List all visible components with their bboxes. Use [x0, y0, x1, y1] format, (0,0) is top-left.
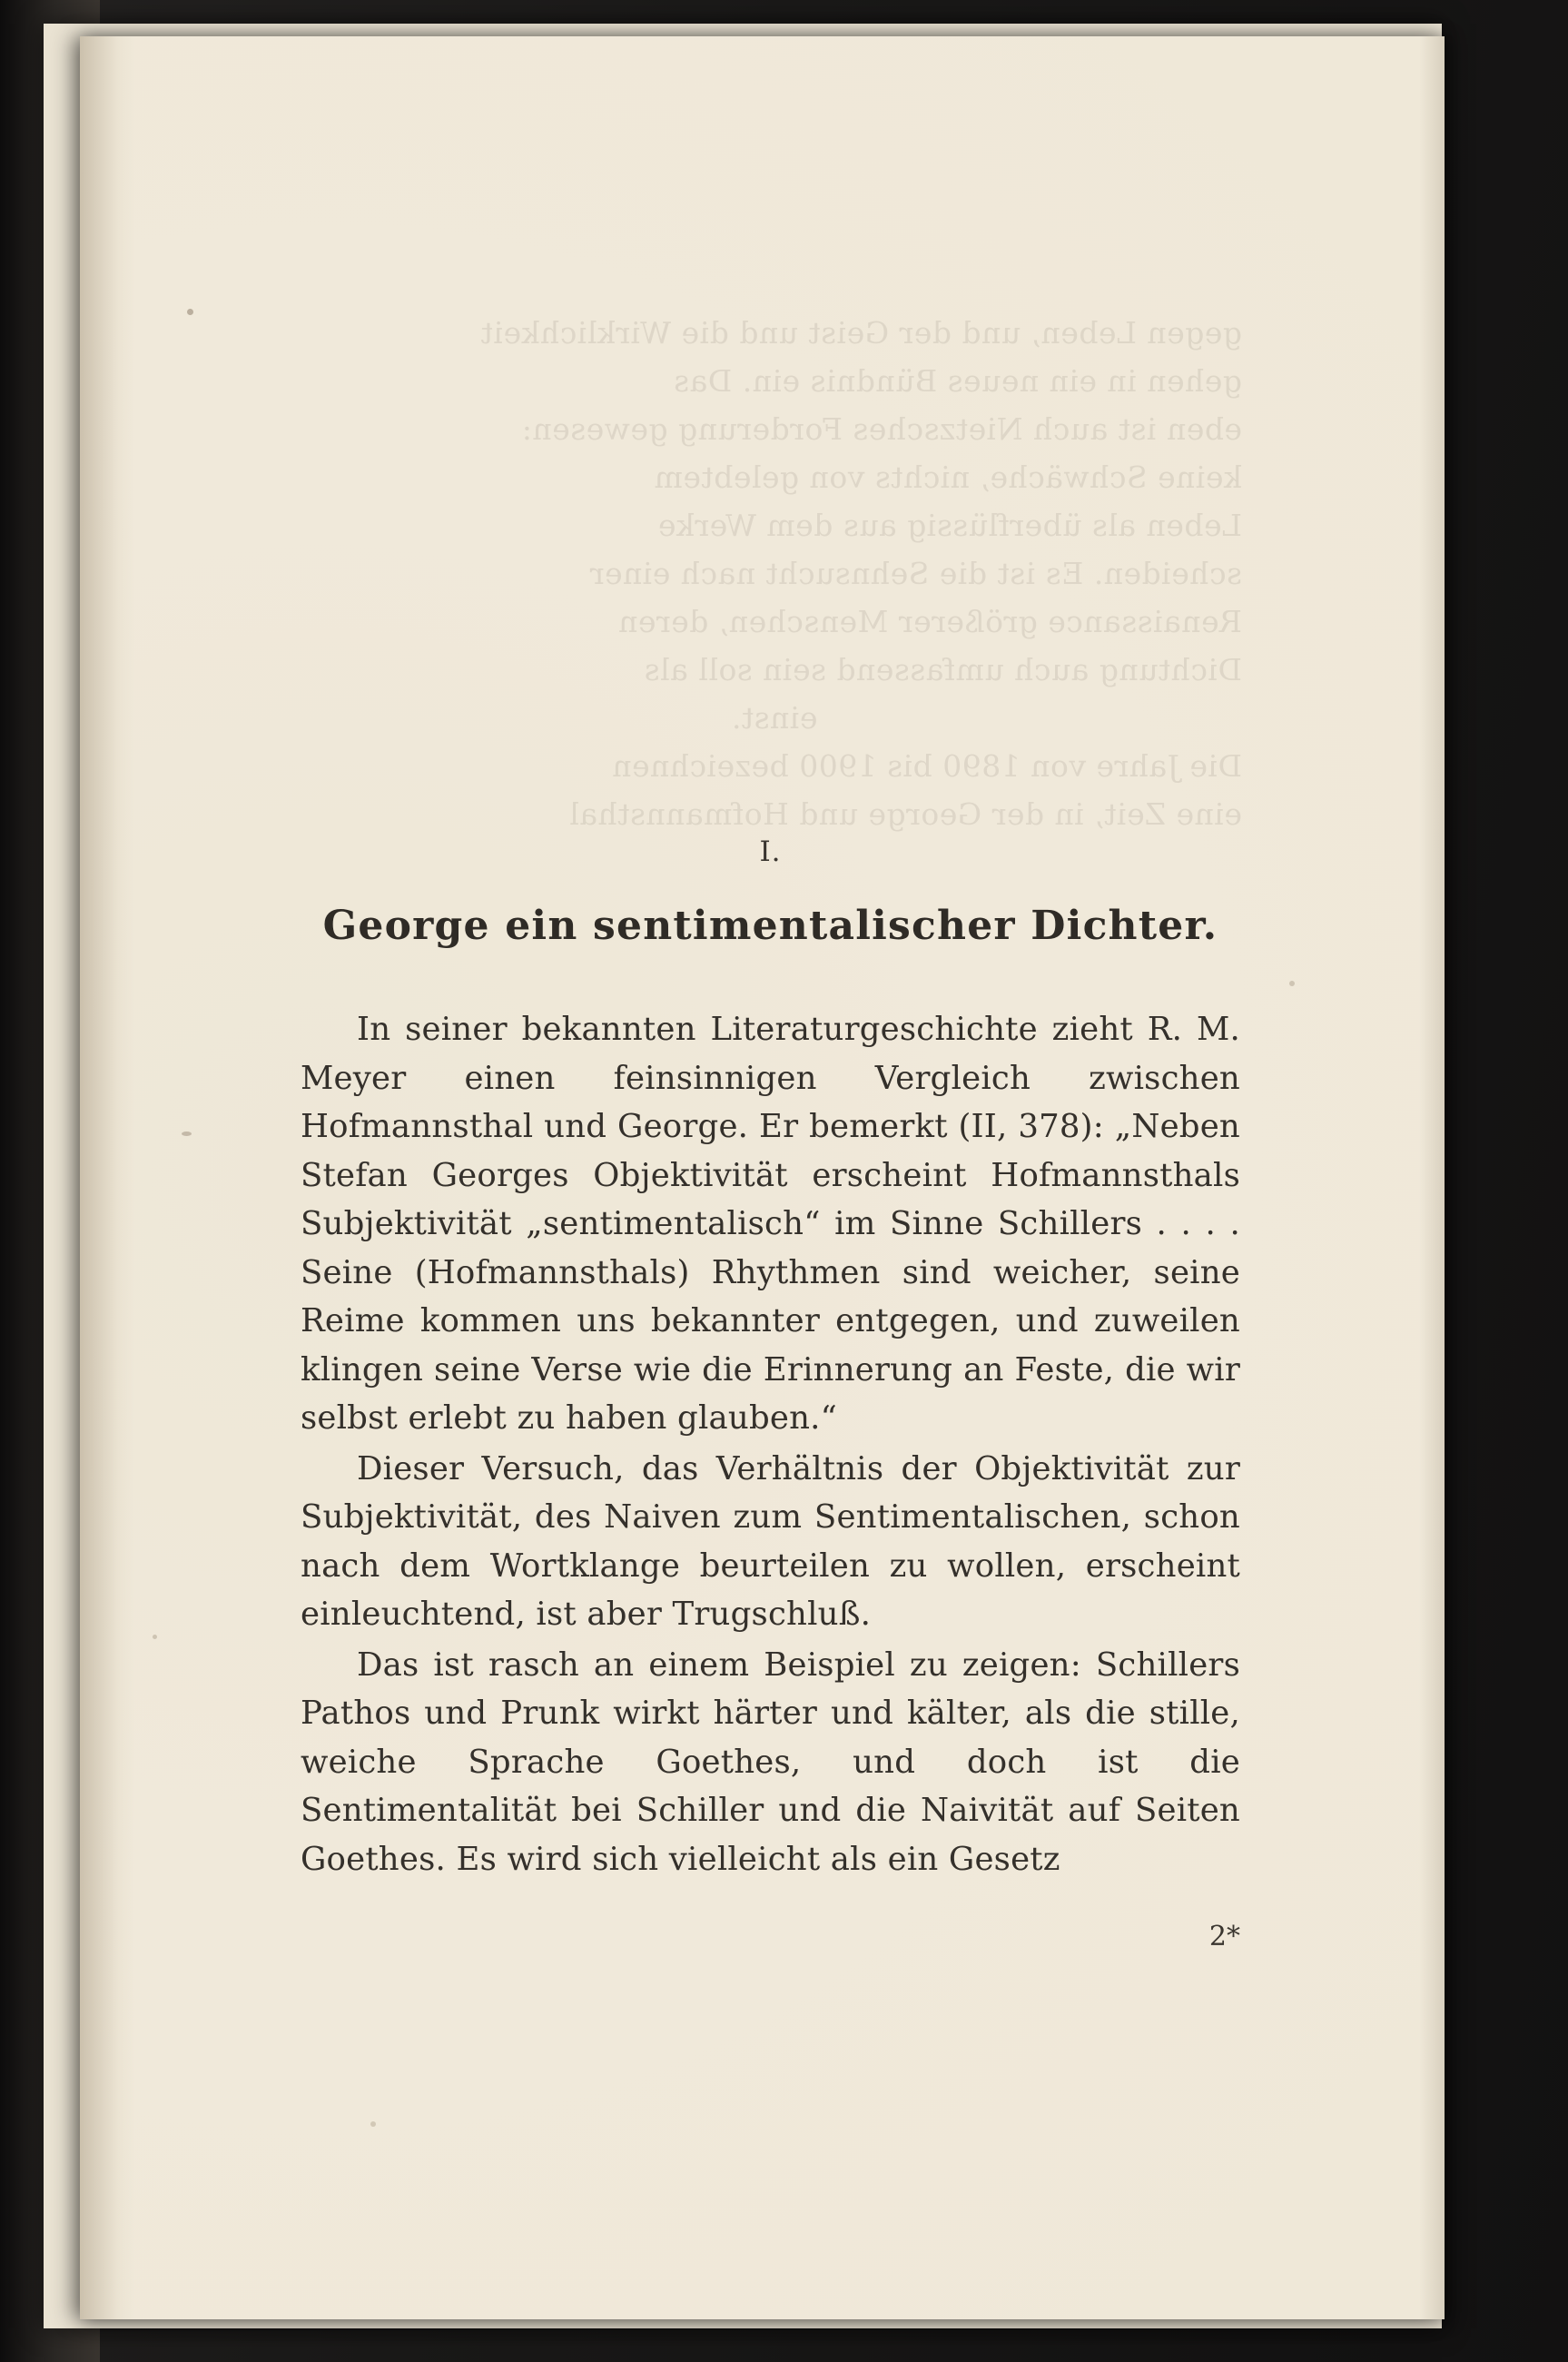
paragraph: Das ist rasch an einem Beispiel zu zeigen: Schillers Pathos und Prunk wirkt härter und kälter, als die stille, weiche Sprache Goethes, und doch ist die Sentimentalität bei Schiller und die Naivität auf Seiten Goethes. Es wird sich vielleicht als ein Gesetz — [301, 1645, 1240, 1878]
page-title: George ein sentimentalischer Dichter. — [322, 903, 1218, 949]
paper-speck — [153, 1635, 157, 1639]
showthrough-line: Dichtung auch umfassend sein soll als — [644, 652, 1242, 687]
paper-speck — [182, 1132, 192, 1136]
verso-showthrough — [307, 309, 1242, 838]
showthrough-line: Leben als überflüssig aus dem Werke — [657, 508, 1242, 543]
paper-speck — [1289, 981, 1295, 986]
showthrough-line: einst. — [731, 700, 818, 736]
chapter-number: I. — [759, 835, 782, 868]
showthrough-line: Die Jahre von 1890 bis 1900 bezeichnen — [611, 748, 1242, 784]
page-text-block — [301, 835, 1240, 1885]
book-page — [80, 36, 1445, 2319]
showthrough-line: scheiden. Es ist die Sehnsucht nach einer — [589, 556, 1242, 591]
paper-speck — [370, 2121, 376, 2127]
paper-speck — [187, 309, 193, 315]
paragraph: In seiner bekannten Literaturgeschichte zieht R. M. Meyer einen feinsinnigen Vergleich zwischen Hofmannsthal und George. Er bemerkt (II, 378): „Neben Stefan Georges Objektivität erscheint Hofmannsthals Subjektivität „sentimentalisch“ im Sinne Schillers . . . . Seine (Hofmannsthals) Rhythmen sind weicher, seine Reime kommen uns bekannter entgegen, und zuweilen klingen seine Verse wie die Erinnerung an Feste, die wir selbst erlebt zu haben glauben.“ — [301, 1011, 1240, 1437]
paragraph: Dieser Versuch, das Verhältnis der Objektivität zur Subjektivität, des Naiven zum Sentimentalischen, schon nach dem Wortklange beurteilen zu wollen, erscheint einleuchtend, ist aber Trugschluß. — [301, 1449, 1240, 1633]
showthrough-line: gegen Leben, und der Geist und die Wirklichkeit — [480, 315, 1242, 351]
showthrough-line: eben ist auch Nietzsches Forderung gewesen: — [521, 411, 1242, 447]
showthrough-line: keine Schwäche, nichts von gelebtem — [654, 460, 1242, 495]
showthrough-line: gehen in ein neues Bündnis ein. Das — [673, 363, 1242, 399]
showthrough-line: Renaissance größerer Menschen, deren — [617, 604, 1242, 639]
signature-mark: 2* — [1208, 1921, 1240, 1952]
showthrough-line: eine Zeit, in der George und Hofmannsthal — [568, 796, 1242, 832]
